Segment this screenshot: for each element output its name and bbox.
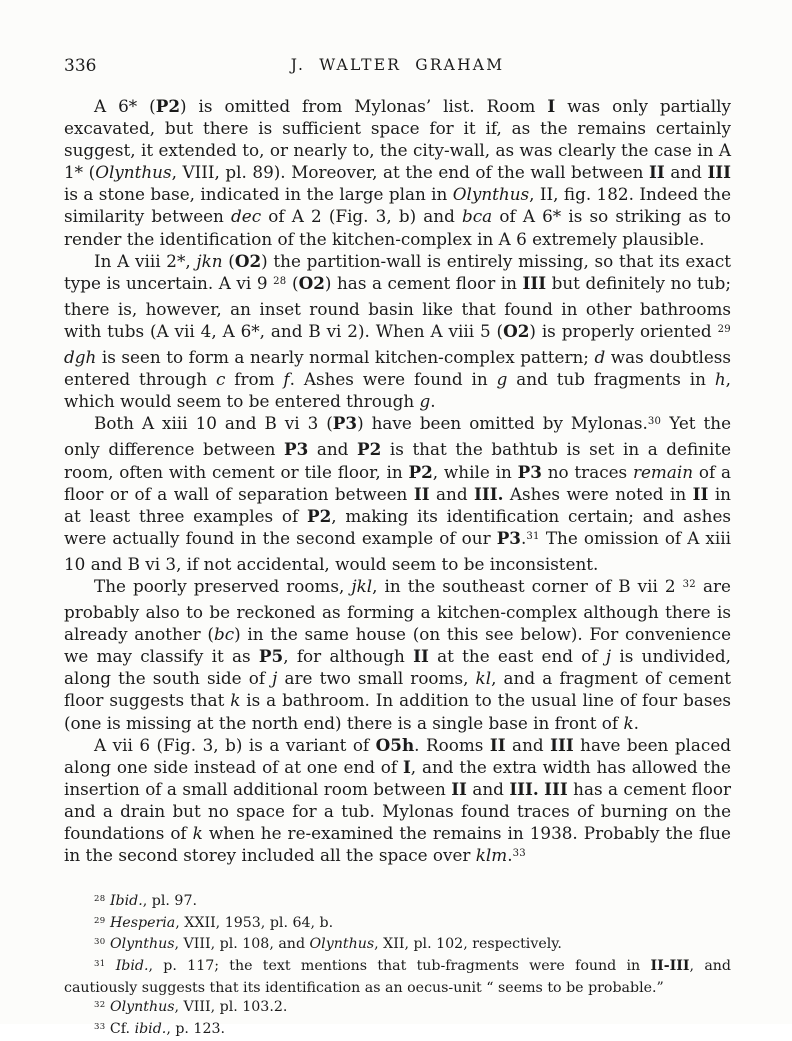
running-head: J. WALTER GRAHAM bbox=[290, 56, 505, 74]
body-paragraph: In A viii 2*, jkn (O2) the partition-wall is entirely missing, so that its exact type is uncertain. A vi 9 $^{28}$ (O2) has a cement floor in III but definitely no tub; there is, however, an inset round basin like that found in other bathrooms with tubs (A vii 4, A 6*, and B vi 2). When A viii 5 (O2) is properly oriented $^{29}$ dgh is seen to form a nearly normal kitchen-complex pattern; d was doubtless entered through c from f. Ashes were found in g and tub fragments in h, which would seem to be entered through g. bbox=[64, 250, 732, 412]
body-paragraph: A vii 6 (Fig. 3, b) is a variant of O5h. Rooms II and III have been placed along one side instead of at one end of I, and the extra width has allowed the insertion of a small additional room between II and III. III has a cement floor and a drain but no space for a tub. Mylonas found traces of burning on the foundations of k when he re-examined the remains in 1938. Probably the flue in the second storey included all the space over klm.$^{33}$ bbox=[64, 734, 732, 866]
footnote-item: $^{32}$ Olynthus, VIII, pl. 103.2. bbox=[94, 999, 288, 1016]
footnote-item: $^{28}$ Ibid., pl. 97. bbox=[94, 893, 197, 910]
footnote-item: $^{29}$ Hesperia, XXII, 1953, pl. 64, b. bbox=[94, 914, 334, 931]
body-paragraph: The poorly preserved rooms, jkl, in the southeast corner of B vii 2 $^{32}$ are probably also to be reckoned as forming a kitchen-complex although there is already another (bc) in the same house (on this see below). For convenience we may classify it as P5, for although II at the east end of j is undivided, along the south side of j are two small rooms, kl, and a fragment of cement floor suggests that k is a bathroom. In addition to the usual line of four bases (one is missing at the north end) there is a single base in front of k. bbox=[64, 575, 731, 733]
page-header bbox=[64, 56, 731, 78]
footnote-item: $^{30}$ Olynthus, VIII, pl. 108, and Olynthus, XII, pl. 102, respectively. bbox=[94, 936, 562, 953]
footnote-item: $^{33}$ Cf. ibid., p. 123. bbox=[94, 1020, 226, 1037]
body-paragraph: Both A xiii 10 and B vi 3 (P3) have been omitted by Mylonas.$^{30}$ Yet the only difference between P3 and P2 is that the bathtub is set in a definite room, often with cement or tile floor, in P2, while in P3 no traces remain of a floor or of a wall of separation between II and III. Ashes were noted in II in at least three examples of P2, making its identification certain; and ashes were actually found in the second example of our P3.31 The omission of A xiii 10 and B vi 3, if not accidental, would seem to be inconsistent. bbox=[64, 413, 732, 574]
footnote-item: $^{31}$ Ibid., p. 117; the text mentions that tub-fragments were found in II-III, and cautiously suggests that its identification as an oecus-unit “ seems to be probable.” bbox=[64, 957, 732, 996]
body-paragraph: A 6* (P2) is omitted from Mylonas’ list. Room I was only partially excavated, but there is sufficient space for it if, as the remains certainly suggest, it extended to, or nearly to, the city-wall, as was clearly the case in A 1* (Olynthus, VIII, pl. 89). Moreover, at the end of the wall between II and III is a stone base, indicated in the large plan in Olynthus, II, fig. 182. Indeed the similarity between dec of A 2 (Fig. 3, b) and bca of A 6* is so striking as to render the identification of the kitchen-complex in A 6 extremely plausible. bbox=[64, 96, 732, 249]
page-number: 336 bbox=[64, 56, 97, 76]
body-text bbox=[64, 95, 731, 870]
page-content bbox=[64, 56, 731, 1041]
footnotes bbox=[64, 892, 731, 1041]
